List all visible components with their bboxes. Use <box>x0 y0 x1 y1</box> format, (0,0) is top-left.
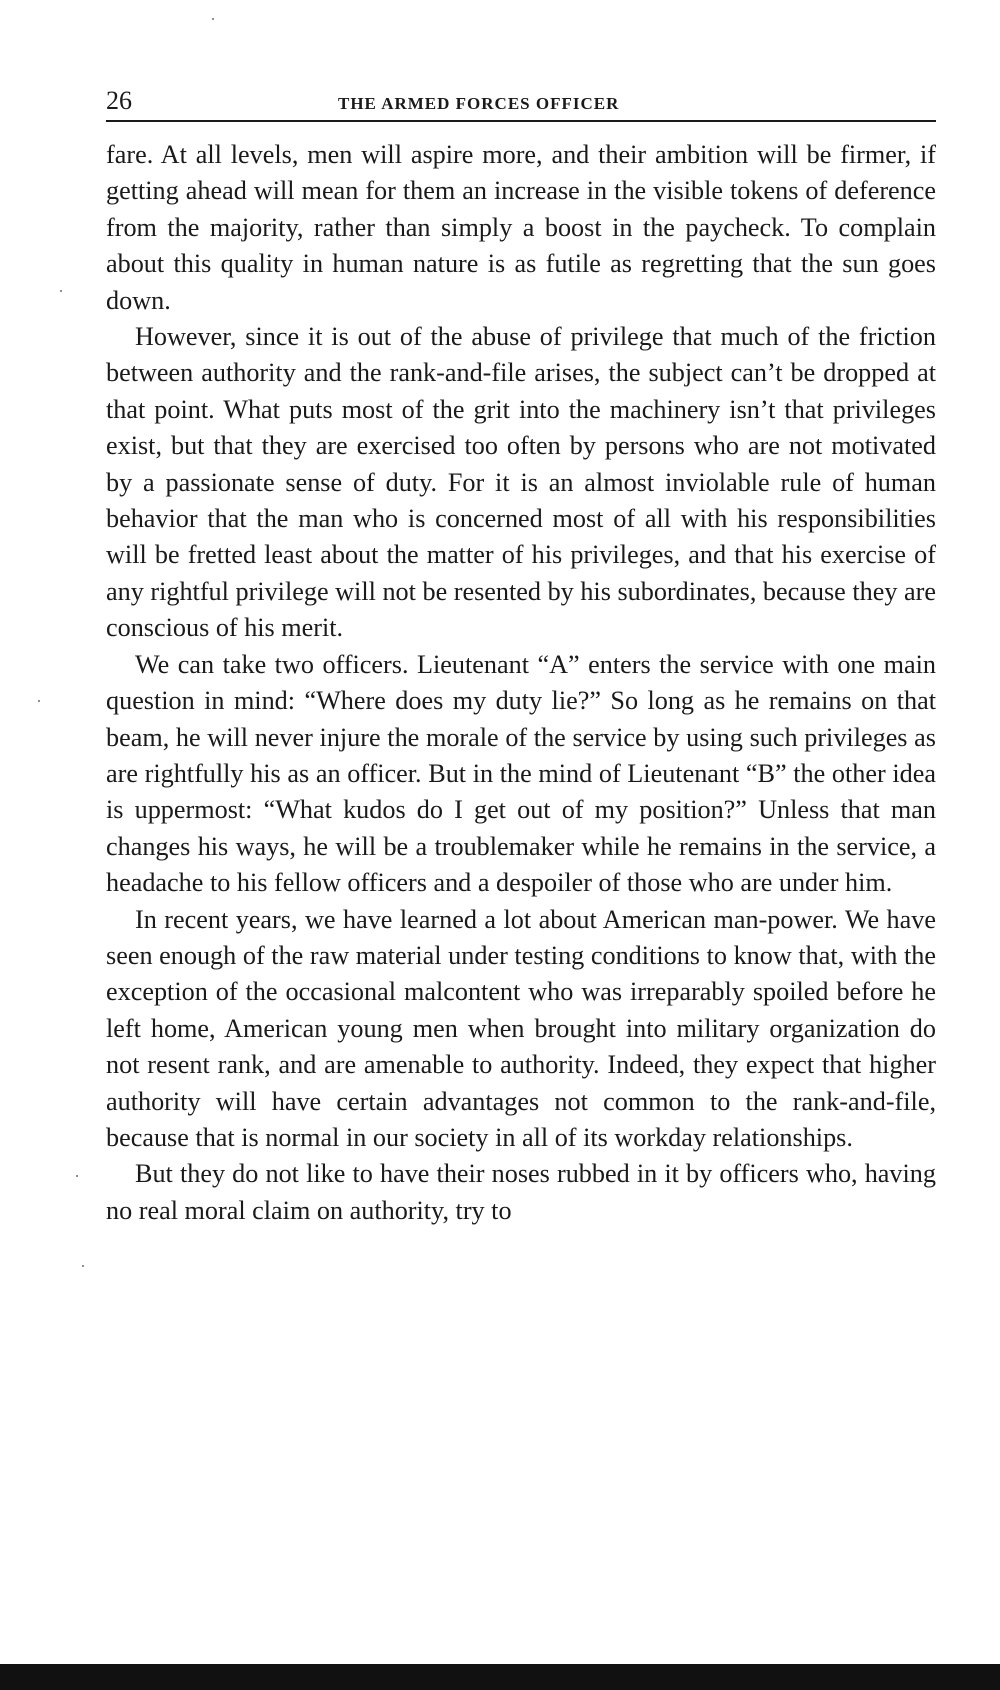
running-head: THE ARMED FORCES OFFICER <box>338 94 620 113</box>
paragraph-privilege-abuse: However, since it is out of the abuse of privilege that much of the friction between authority and the rank-and-file arises, the subject can’t be dropped at that point. What puts most of the grit into the machinery isn’t that privileges exist, but that they are exercised too often by persons who are not motivated by a passionate sense of duty. For it is an almost inviolable rule of human behavior that the man who is concerned most of all with his responsibilities will be fretted least about the matter of his privileges, and that his exercise of any rightful privilege will not be resented by his subordinates, because they are conscious of his merit. <box>106 322 936 643</box>
body-text <box>106 137 936 1229</box>
page-number: 26 <box>106 86 132 115</box>
page-header <box>106 84 936 122</box>
paragraph-noses-rubbed: But they do not like to have their noses rubbed in it by officers who, having no real moral claim on authority, try to <box>106 1159 936 1225</box>
scan-speck <box>60 290 62 292</box>
scan-speck <box>212 18 214 20</box>
paragraph-two-officers: We can take two officers. Lieutenant “A” enters the service with one main question in mind: “Where does my duty lie?” So long as he remains on that beam, he will never injure the morale of the service by using such privileges as are rightfully his as an officer. But in the mind of Lieutenant “B” the other idea is uppermost: “What kudos do I get out of my position?” Unless that man changes his ways, he will be a troublemaker while he remains in the service, a headache to his fellow officers and a despoiler of those who are under him. <box>106 649 936 898</box>
scan-speck <box>82 1265 84 1267</box>
paragraph-american-manpower: In recent years, we have learned a lot about American man-power. We have seen enough of the raw material under testing conditions to know that, with the exception of the occasional malcontent who was irreparably spoiled before he left home, American young men when brought into military organization do not resent rank, and are amenable to authority. Indeed, they expect that higher authority will have certain advantages not common to the rank-and-file, because that is normal in our society in all of its workday relationships. <box>106 904 936 1152</box>
scan-bottom-edge <box>0 1664 1000 1690</box>
paragraph-continuation: fare. At all levels, men will aspire more, and their ambition will be firmer, if getting ahead will mean for them an increase in the visible tokens of deference from the majority, rather than simply a boost in the paycheck. To complain about this quality in human nature is as futile as regretting that the sun goes down. <box>106 140 936 315</box>
scan-speck <box>38 700 40 702</box>
scan-speck <box>76 1175 78 1177</box>
